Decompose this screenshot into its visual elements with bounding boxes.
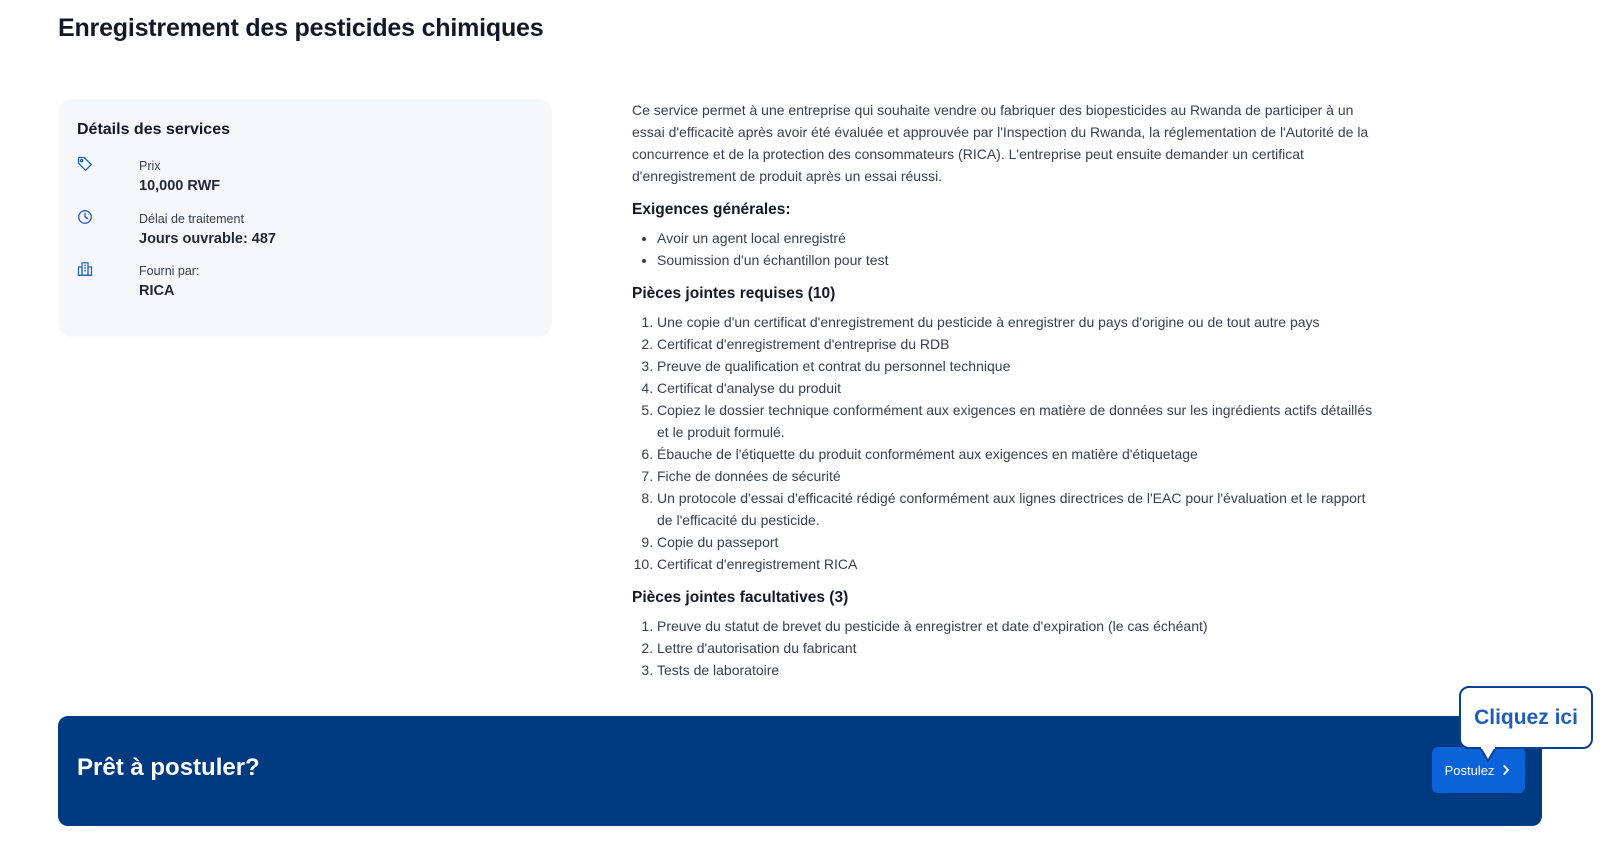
- list-item: • Soumission d'un échantillon pour test: [657, 249, 1377, 271]
- list-item: 2. Certificat d'enregistrement d'entreprise du RDB: [657, 333, 1377, 355]
- tag-icon: [77, 156, 93, 172]
- apply-banner: [58, 716, 1542, 826]
- list-item: 3. Tests de laboratoire: [657, 659, 1377, 681]
- list-item: 7. Fiche de données de sécurité: [657, 465, 1377, 487]
- list-item: 10. Certificat d'enregistrement RICA: [657, 553, 1377, 575]
- list-item: 8. Un protocole d'essai d'efficacité rédigé conformément aux lignes directrices de l'EAC pour l'évaluation et le rapport de l'efficacité du pesticide.: [657, 487, 1377, 531]
- chevron-right-icon: [1500, 764, 1512, 776]
- general-requirements-list: [632, 227, 1377, 271]
- processing-time-label: Délai de traitement: [139, 212, 244, 226]
- details-title: Détails des services: [77, 121, 230, 138]
- service-details-card: [58, 99, 552, 337]
- provider-label: Fourni par:: [139, 264, 200, 278]
- click-here-callout: [1459, 686, 1593, 749]
- general-requirements-heading: Exigences générales:: [632, 201, 791, 218]
- processing-time-value: Jours ouvrable: 487: [139, 231, 276, 247]
- apply-banner-title: Prêt à postuler?: [77, 754, 260, 781]
- list-item: 1. Preuve du statut de brevet du pesticide à enregistrer et date d'expiration (le cas échéant): [657, 615, 1377, 637]
- price-value: 10,000 RWF: [139, 178, 221, 194]
- optional-attachments-heading: Pièces jointes facultatives (3): [632, 589, 849, 606]
- callout-text: Cliquez ici: [1474, 705, 1578, 729]
- page-title: Enregistrement des pesticides chimiques: [58, 14, 544, 42]
- building-icon: [77, 261, 93, 277]
- required-attachments-list: [632, 311, 1377, 575]
- required-attachments-heading: Pièces jointes requises (10): [632, 285, 836, 302]
- service-description: [632, 99, 1377, 693]
- clock-icon: [77, 209, 93, 225]
- list-item: 2. Lettre d'autorisation du fabricant: [657, 637, 1377, 659]
- callout-tail: [1478, 747, 1500, 763]
- price-label: Prix: [139, 159, 161, 173]
- list-item: 4. Certificat d'analyse du produit: [657, 377, 1377, 399]
- list-item: 5. Copiez le dossier technique conformément aux exigences en matière de données sur les ingrédients actifs détaillés et le produit formulé.: [657, 399, 1377, 443]
- list-item: 3. Preuve de qualification et contrat du personnel technique: [657, 355, 1377, 377]
- list-item: 6. Ébauche de l'étiquette du produit conformément aux exigences en matière d'étiquetage: [657, 443, 1377, 465]
- list-item: 1. Une copie d'un certificat d'enregistrement du pesticide à enregistrer du pays d'origine ou de tout autre pays: [657, 311, 1377, 333]
- list-item: • Avoir un agent local enregistré: [657, 227, 1377, 249]
- provider-value: RICA: [139, 283, 175, 299]
- list-item: 9. Copie du passeport: [657, 531, 1377, 553]
- optional-attachments-list: [632, 615, 1377, 681]
- intro-paragraph: Ce service permet à une entreprise qui souhaite vendre ou fabriquer des biopesticides au Rwanda de participer à un essai d'efficacitè après avoir été évaluée et approuvée par l'Inspection du Rwanda, la réglementation de l'Autorité de la concurrence et de la protection des consommateurs (RICA). L'entreprise peut ensuite demander un certificat d'enregistrement de produit après un essai réussi.: [632, 102, 1369, 184]
- apply-button-label: Postulez: [1444, 762, 1495, 778]
